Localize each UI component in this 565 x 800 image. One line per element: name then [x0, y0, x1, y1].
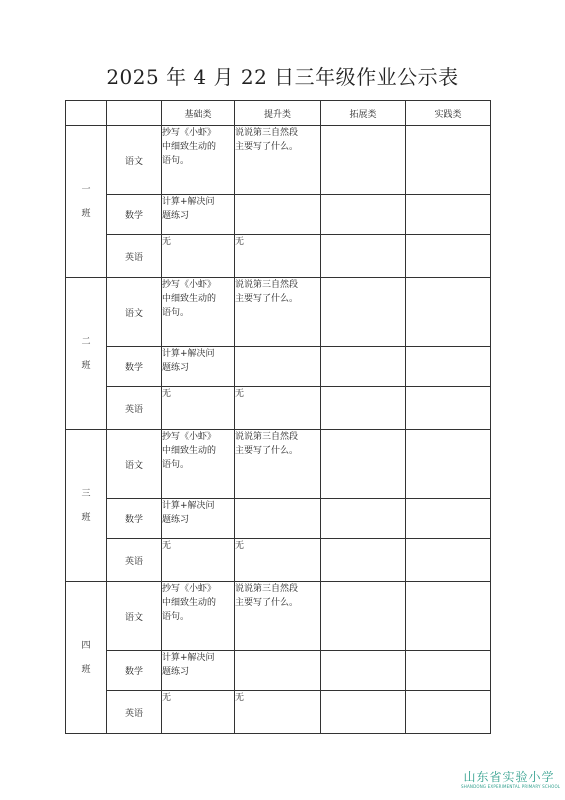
school-logo [461, 770, 561, 790]
advanced-cell: 说说第三自然段 主要写了什么。 [235, 430, 321, 499]
basic-cell: 计算+解决问 题练习 [162, 499, 235, 539]
subject-cell: 数学 [107, 347, 162, 387]
school-logo-name: 山东省实验小学 [463, 770, 555, 784]
extended-cell [321, 278, 406, 347]
school-logo-subtitle: SHANDONG EXPERIMENTAL PRIMARY SCHOOL [461, 784, 561, 789]
advanced-cell [235, 347, 321, 387]
advanced-cell [235, 651, 321, 691]
practice-cell [406, 126, 491, 195]
advanced-cell: 无 [235, 387, 321, 430]
class-label: 四 班 [66, 582, 107, 734]
header-basic: 基础类 [162, 101, 235, 126]
practice-cell [406, 278, 491, 347]
extended-cell [321, 499, 406, 539]
class-label: 二 班 [66, 278, 107, 430]
advanced-cell: 说说第三自然段 主要写了什么。 [235, 126, 321, 195]
practice-cell [406, 347, 491, 387]
extended-cell [321, 691, 406, 734]
header-subject [107, 101, 162, 126]
table-row [66, 582, 491, 651]
table-row [66, 539, 491, 582]
basic-cell: 抄写《小虾》 中细致生动的 语句。 [162, 430, 235, 499]
basic-cell: 计算+解决问 题练习 [162, 195, 235, 235]
practice-cell [406, 387, 491, 430]
subject-cell: 英语 [107, 691, 162, 734]
advanced-cell: 无 [235, 539, 321, 582]
practice-cell [406, 582, 491, 651]
practice-cell [406, 499, 491, 539]
basic-cell: 计算+解决问 题练习 [162, 651, 235, 691]
practice-cell [406, 539, 491, 582]
advanced-cell [235, 499, 321, 539]
table-row [66, 278, 491, 347]
practice-cell [406, 195, 491, 235]
subject-cell: 语文 [107, 582, 162, 651]
table-row [66, 195, 491, 235]
advanced-cell: 无 [235, 235, 321, 278]
basic-cell: 无 [162, 235, 235, 278]
table-row [66, 691, 491, 734]
practice-cell [406, 651, 491, 691]
basic-cell: 抄写《小虾》 中细致生动的 语句。 [162, 126, 235, 195]
subject-cell: 语文 [107, 278, 162, 347]
table-row [66, 651, 491, 691]
subject-cell: 英语 [107, 235, 162, 278]
basic-cell: 无 [162, 539, 235, 582]
table-row [66, 387, 491, 430]
extended-cell [321, 651, 406, 691]
extended-cell [321, 235, 406, 278]
extended-cell [321, 430, 406, 499]
basic-cell: 无 [162, 691, 235, 734]
extended-cell [321, 387, 406, 430]
subject-cell: 语文 [107, 430, 162, 499]
subject-cell: 数学 [107, 195, 162, 235]
header-row [66, 101, 491, 126]
header-practice: 实践类 [406, 101, 491, 126]
header-advanced: 提升类 [235, 101, 321, 126]
practice-cell [406, 235, 491, 278]
practice-cell [406, 691, 491, 734]
subject-cell: 英语 [107, 387, 162, 430]
advanced-cell [235, 195, 321, 235]
table-row [66, 430, 491, 499]
extended-cell [321, 582, 406, 651]
extended-cell [321, 126, 406, 195]
advanced-cell: 说说第三自然段 主要写了什么。 [235, 582, 321, 651]
page-title: 2025 年 4 月 22 日三年级作业公示表 [106, 65, 459, 89]
subject-cell: 数学 [107, 651, 162, 691]
extended-cell [321, 539, 406, 582]
basic-cell: 无 [162, 387, 235, 430]
table-row [66, 347, 491, 387]
subject-cell: 数学 [107, 499, 162, 539]
class-label: 三 班 [66, 430, 107, 582]
basic-cell: 抄写《小虾》 中细致生动的 语句。 [162, 278, 235, 347]
subject-cell: 英语 [107, 539, 162, 582]
class-label: 一 班 [66, 126, 107, 278]
extended-cell [321, 195, 406, 235]
extended-cell [321, 347, 406, 387]
header-extended: 拓展类 [321, 101, 406, 126]
table-row [66, 499, 491, 539]
basic-cell: 抄写《小虾》 中细致生动的 语句。 [162, 582, 235, 651]
basic-cell: 计算+解决问 题练习 [162, 347, 235, 387]
header-class [66, 101, 107, 126]
advanced-cell: 说说第三自然段 主要写了什么。 [235, 278, 321, 347]
advanced-cell: 无 [235, 691, 321, 734]
subject-cell: 语文 [107, 126, 162, 195]
table-row [66, 235, 491, 278]
table-row [66, 126, 491, 195]
homework-table [65, 100, 491, 734]
practice-cell [406, 430, 491, 499]
